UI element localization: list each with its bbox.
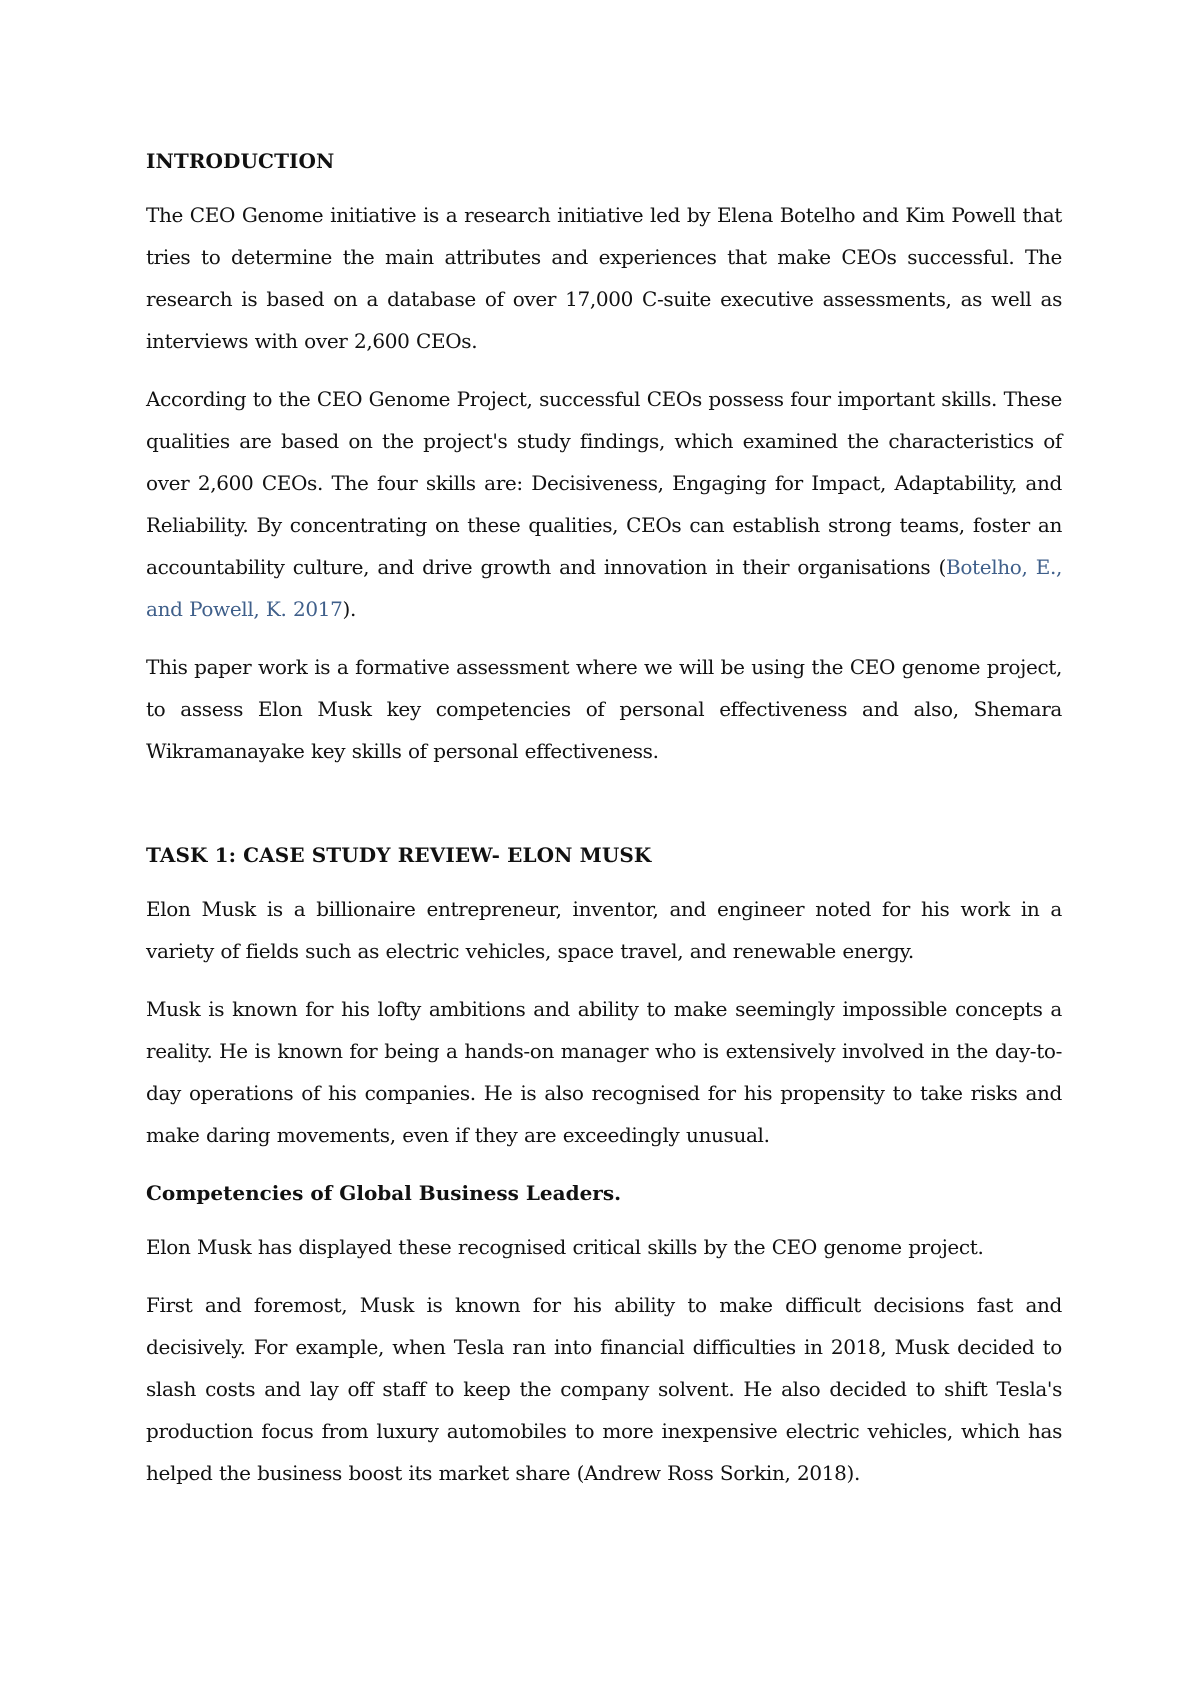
introduction-heading: INTRODUCTION bbox=[146, 149, 335, 173]
task1-paragraph-3: Elon Musk has displayed these recognised critical skills by the CEO genome project. bbox=[146, 1235, 984, 1259]
citation-link-botelho-powell[interactable]: Botelho, E., and Powell, K. 2017 bbox=[146, 555, 1062, 621]
intro-paragraph-3: This paper work is a formative assessment where we will be using the CEO genome project, to assess Elon Musk key competencies of personal effectiveness and also, Shemara Wikramanayake key skills of personal effectiveness. bbox=[146, 655, 1062, 763]
intro-paragraph-1: The CEO Genome initiative is a research initiative led by Elena Botelho and Kim Powell that tries to determine the main attributes and experiences that make CEOs successful. The research is based on a database of over 17,000 C-suite executive assessments, as well as interviews with over 2,600 CEOs. bbox=[146, 203, 1062, 353]
task1-paragraph-2: Musk is known for his lofty ambitions and ability to make seemingly impossible concepts a reality. He is known for being a hands-on manager who is extensively involved in the day-to-day operations of his companies. He is also recognised for his propensity to take risks and make daring movements, even if they are exceedingly unusual. bbox=[146, 997, 1062, 1147]
document-page bbox=[146, 140, 1062, 1510]
intro-paragraph-2-text: According to the CEO Genome Project, successful CEOs possess four important skills. These qualities are based on the project's study findings, which examined the characteristics of over 2,600 CEOs. The four skills are: Decisiveness, Engaging for Impact, Adaptability, and Reliability. By concentrating on these qualities, CEOs can establish strong teams, foster an accountability culture, and drive growth and innovation in their organisations ( bbox=[146, 387, 1062, 579]
intro-paragraph-2 bbox=[146, 378, 1062, 630]
intro-paragraph-2-end: ). bbox=[342, 597, 356, 621]
competencies-subheading: Competencies of Global Business Leaders. bbox=[146, 1181, 622, 1205]
task1-heading: TASK 1: CASE STUDY REVIEW- ELON MUSK bbox=[146, 843, 652, 867]
task1-paragraph-4: First and foremost, Musk is known for his ability to make difficult decisions fast and decisively. For example, when Tesla ran into financial difficulties in 2018, Musk decided to slash costs and lay off staff to keep the company solvent. He also decided to shift Tesla's production focus from luxury automobiles to more inexpensive electric vehicles, which has helped the business boost its market share (Andrew Ross Sorkin, 2018). bbox=[146, 1293, 1062, 1485]
task1-paragraph-1: Elon Musk is a billionaire entrepreneur, inventor, and engineer noted for his work in a variety of fields such as electric vehicles, space travel, and renewable energy. bbox=[146, 897, 1062, 963]
